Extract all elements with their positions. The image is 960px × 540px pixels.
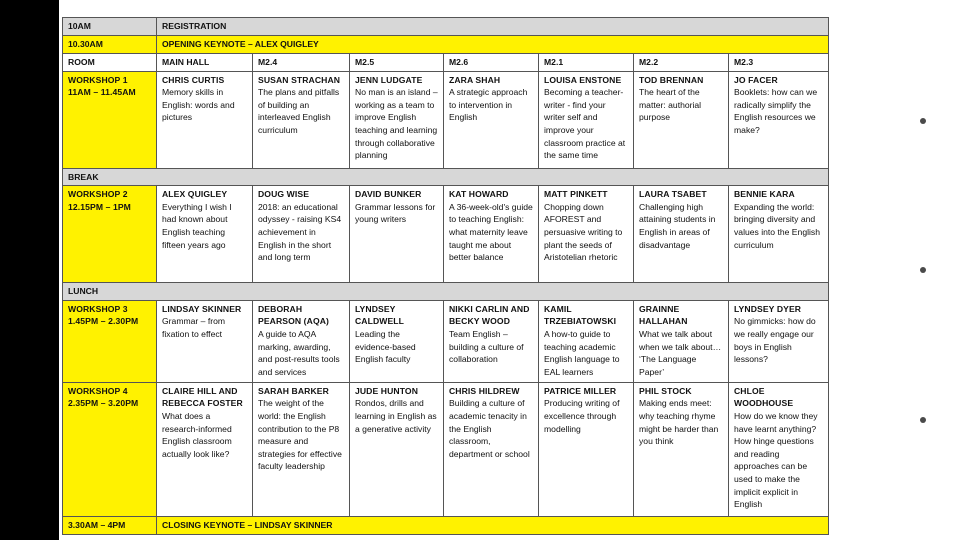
session-speaker: CHLOE WOODHOUSE: [734, 385, 794, 409]
session-speaker: MATT PINKETT: [544, 189, 608, 200]
session-cell: [634, 382, 729, 516]
room-m21: M2.1: [539, 54, 634, 72]
workshop-2-row: [63, 186, 829, 283]
session-speaker: JENN LUDGATE: [355, 74, 423, 85]
session-speaker: ALEX QUIGLEY: [162, 189, 228, 200]
break-label: BREAK: [63, 168, 829, 186]
session-cell: [253, 186, 350, 283]
session-speaker: ZARA SHAH: [449, 74, 501, 85]
room-m26: M2.6: [444, 54, 539, 72]
session-speaker: NIKKI CARLIN AND BECKY WOOD: [449, 303, 530, 327]
session-cell: [729, 382, 829, 516]
session-cell: [350, 186, 444, 283]
workshop-4-row: [63, 382, 829, 516]
session-description: Chopping down AFOREST and persuasive writing to plant the seeds of Aristotelian rhetoric: [544, 201, 623, 263]
session-speaker: SUSAN STRACHAN: [258, 74, 341, 85]
workshop-2-slot: [63, 186, 157, 283]
session-description: 2018: an educational odyssey - raising KS4 achievement in English in the short and long term: [258, 201, 342, 263]
session-speaker: SARAH BARKER: [258, 385, 329, 396]
session-speaker: LYNDSEY CALDWELL: [355, 303, 405, 327]
session-description: No man is an island – working as a team to improve English teaching and learning through collaborative planning: [355, 87, 438, 161]
opening-time: 10.30AM: [63, 36, 157, 54]
session-speaker: LOUISA ENSTONE: [544, 74, 622, 85]
session-cell: [729, 71, 829, 168]
opening-row: [63, 36, 829, 54]
session-cell: [157, 382, 253, 516]
session-cell: [444, 382, 539, 516]
session-cell: [729, 186, 829, 283]
session-description: Booklets: how can we radically simplify the English resources we make?: [734, 87, 818, 135]
session-description: Grammar – from fixation to effect: [162, 316, 226, 339]
session-cell: [444, 71, 539, 168]
session-cell: [634, 300, 729, 382]
session-speaker: DOUG WISE: [258, 189, 310, 200]
session-speaker: DEBORAH PEARSON (AQA): [258, 303, 330, 327]
workshop-time: 11AM – 11.45AM: [68, 87, 136, 98]
session-cell: [539, 300, 634, 382]
session-description: The heart of the matter: authorial purpose: [639, 87, 702, 123]
session-cell: [444, 186, 539, 283]
workshop-time: 12.15PM – 1PM: [68, 201, 131, 212]
dot-icon: [920, 118, 926, 124]
room-label: ROOM: [63, 54, 157, 72]
session-speaker: GRAINNE HALLAHAN: [639, 303, 688, 327]
workshop-1-slot: [63, 71, 157, 168]
session-description: Building a culture of academic tenacity in the English classroom, department or school: [449, 398, 530, 459]
session-speaker: CHRIS CURTIS: [162, 74, 225, 85]
registration-row: [63, 18, 829, 36]
session-description: The plans and pitfalls of building an interleaved English curriculum: [258, 87, 340, 135]
schedule-table: [62, 17, 829, 535]
room-m22: M2.2: [634, 54, 729, 72]
session-cell: [350, 382, 444, 516]
session-cell: [253, 300, 350, 382]
lunch-row: [63, 283, 829, 301]
session-cell: [729, 300, 829, 382]
session-speaker: KAT HOWARD: [449, 189, 509, 200]
session-description: Challenging high attaining students in English in areas of disadvantage: [639, 201, 716, 250]
session-cell: [350, 71, 444, 168]
session-speaker: DAVID BUNKER: [355, 189, 422, 200]
closing-time: 3.30AM – 4PM: [63, 516, 157, 534]
dot-icon: [920, 267, 926, 273]
session-cell: [253, 382, 350, 516]
closing-row: [63, 516, 829, 534]
session-description: A guide to AQA marking, awarding, and post-results tools and services: [258, 328, 340, 377]
session-speaker: LYNDSEY DYER: [734, 303, 802, 314]
workshop-3-row: [63, 300, 829, 382]
workshop-1-row: [63, 71, 829, 168]
closing-label: CLOSING KEYNOTE – LINDSAY SKINNER: [157, 516, 829, 534]
session-speaker: CLAIRE HILL AND REBECCA FOSTER: [162, 385, 243, 409]
session-cell: [350, 300, 444, 382]
workshop-4-slot: [63, 382, 157, 516]
workshop-title: WORKSHOP 3: [68, 303, 128, 314]
session-description: No gimmicks: how do we really engage our boys in English lessons?: [734, 316, 816, 365]
workshop-title: WORKSHOP 2: [68, 189, 128, 200]
session-speaker: BENNIE KARA: [734, 189, 795, 200]
session-cell: [157, 300, 253, 382]
session-description: Team English – building a culture of collaboration: [449, 328, 524, 365]
workshop-title: WORKSHOP 1: [68, 74, 128, 85]
workshop-time: 2.35PM – 3.20PM: [68, 398, 139, 409]
session-cell: [539, 382, 634, 516]
session-description: Everything I wish I had known about English teaching fifteen years ago: [162, 201, 232, 250]
room-m24: M2.4: [253, 54, 350, 72]
workshop-time: 1.45PM – 2.30PM: [68, 316, 139, 327]
session-description: How do we know they have learnt anything? How hinge questions and reading approaches can be used to make the implicit explicit in English: [734, 410, 818, 510]
session-description: Becoming a teacher-writer - find your writer self and improve your classroom practice at the same time: [544, 87, 626, 161]
session-speaker: LAURA TSABET: [639, 189, 707, 200]
lunch-label: LUNCH: [63, 283, 829, 301]
room-row: [63, 54, 829, 72]
room-m23: M2.3: [729, 54, 829, 72]
session-description: Rondos, drills and learning in English as a generative activity: [355, 398, 437, 434]
session-description: Grammar lessons for young writers: [355, 201, 436, 225]
session-cell: [157, 71, 253, 168]
workshop-title: WORKSHOP 4: [68, 385, 128, 396]
session-speaker: TOD BRENNAN: [639, 74, 704, 85]
session-description: Making ends meet: why teaching rhyme might be harder than you think: [639, 398, 719, 447]
session-cell: [634, 71, 729, 168]
registration-label: REGISTRATION: [157, 18, 829, 36]
side-panel: [876, 0, 960, 540]
session-description: A 36-week-old's guide to teaching English: what maternity leave taught me about better balance: [449, 201, 533, 263]
session-speaker: JO FACER: [734, 74, 778, 85]
session-cell: [444, 300, 539, 382]
session-speaker: PHIL STOCK: [639, 385, 692, 396]
session-description: What does a research-informed English classroom actually look like?: [162, 410, 232, 459]
workshop-3-slot: [63, 300, 157, 382]
session-description: The weight of the world: the English contribution to the P8 measure and strategies for effective faculty leadership: [258, 398, 342, 472]
session-cell: [253, 71, 350, 168]
registration-time: 10AM: [63, 18, 157, 36]
session-speaker: CHRIS HILDREW: [449, 385, 520, 396]
session-description: Memory skills in English: words and pictures: [162, 87, 235, 123]
session-description: Producing writing of excellence through modelling: [544, 398, 620, 434]
room-m25: M2.5: [350, 54, 444, 72]
session-speaker: LINDSAY SKINNER: [162, 303, 242, 314]
session-cell: [634, 186, 729, 283]
break-row: [63, 168, 829, 186]
dot-icon: [920, 417, 926, 423]
session-description: A how-to guide to teaching academic English language to EAL learners: [544, 328, 620, 377]
opening-label: OPENING KEYNOTE – ALEX QUIGLEY: [157, 36, 829, 54]
session-description: What we talk about when we talk about… ‘The Language Paper’: [639, 328, 722, 377]
session-description: Leading the evidence-based English faculty: [355, 328, 416, 365]
session-description: A strategic approach to intervention in English: [449, 87, 528, 123]
session-description: Expanding the world: bringing diversity and values into the English curriculum: [734, 201, 820, 250]
session-cell: [539, 186, 634, 283]
session-speaker: PATRICE MILLER: [544, 385, 617, 396]
session-cell: [157, 186, 253, 283]
session-speaker: JUDE HUNTON: [355, 385, 419, 396]
session-cell: [539, 71, 634, 168]
session-speaker: KAMIL TRZEBIATOWSKI: [544, 303, 617, 327]
room-main-hall: MAIN HALL: [157, 54, 253, 72]
